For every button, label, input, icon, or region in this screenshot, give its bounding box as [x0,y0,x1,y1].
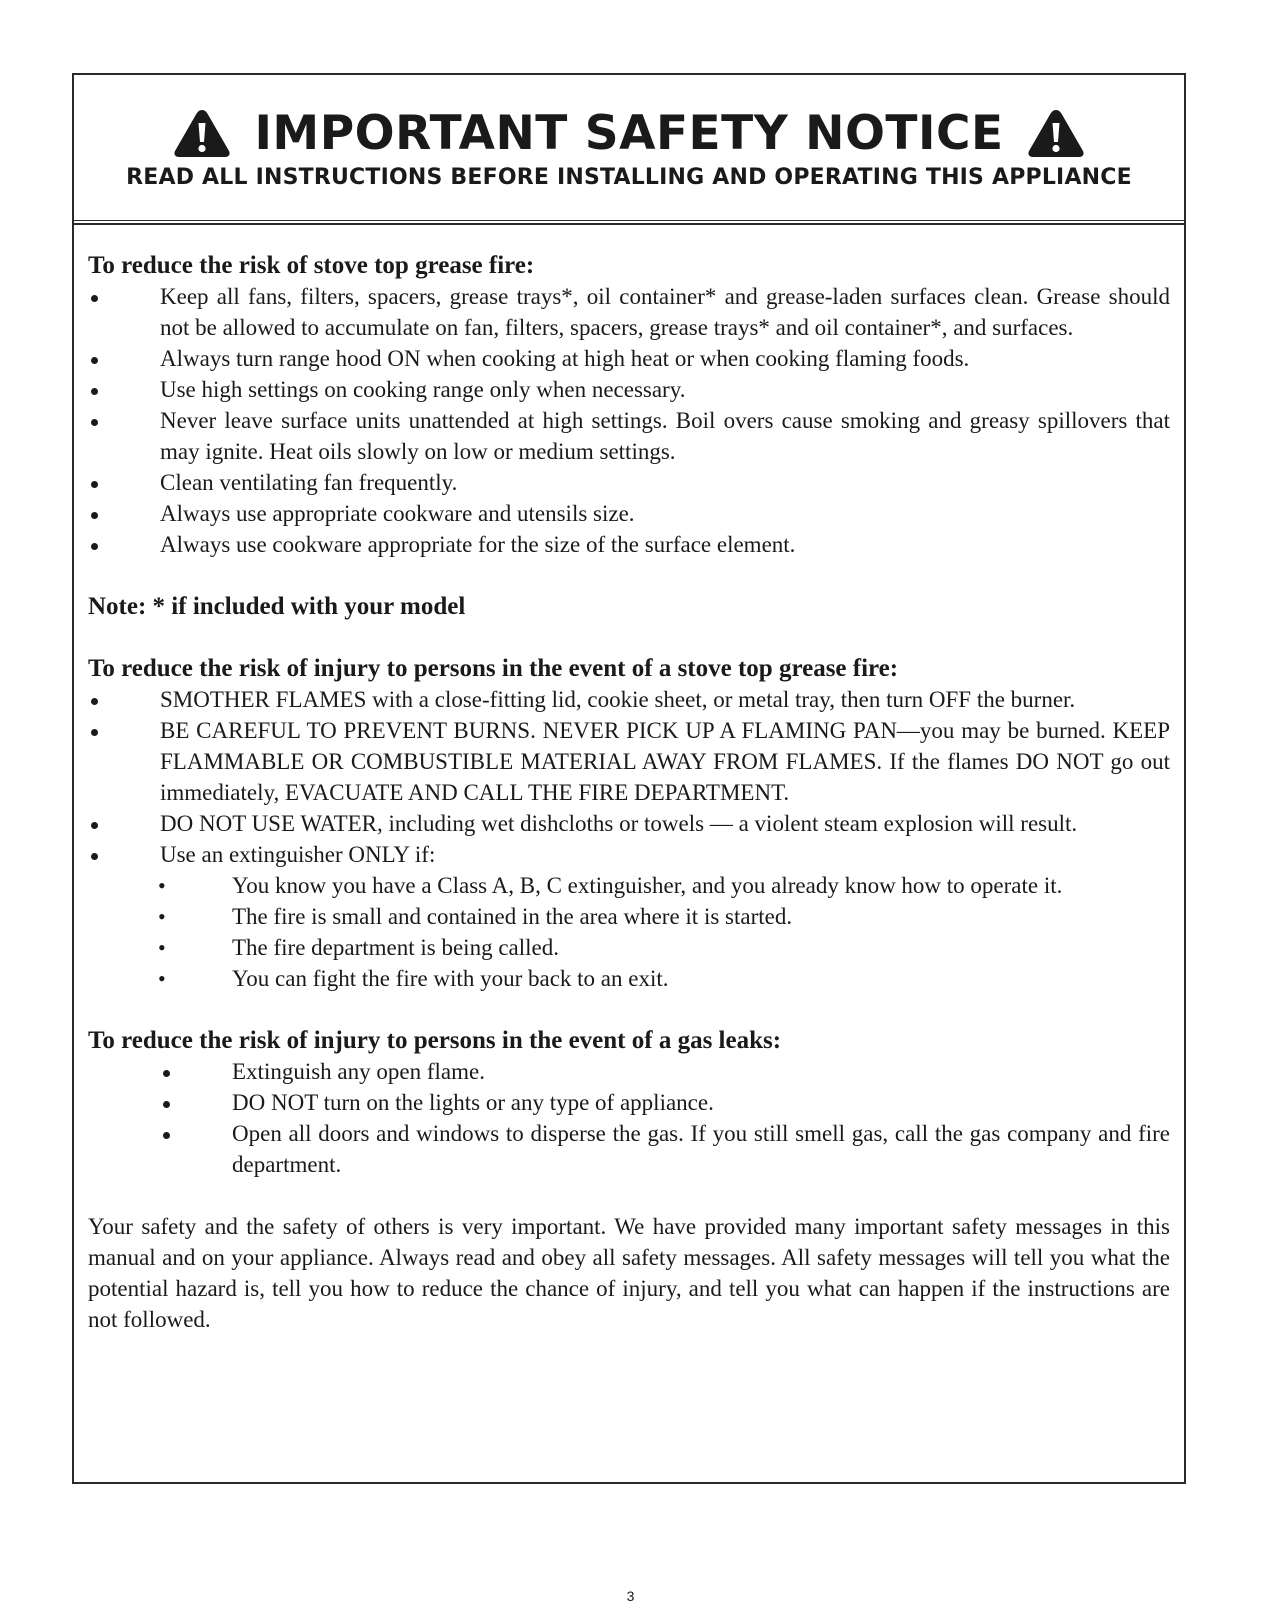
sub-list-item: • You can fight the fire with your back to an exit. [88,963,1170,994]
title-row [74,105,1184,161]
list-item: Use high settings on cooking range only when necessary. [88,374,1170,405]
notice-frame [72,73,1186,1484]
list-item: Open all doors and windows to disperse the gas. If you still smell gas, call the gas company and fire department. [88,1118,1170,1180]
list-item: SMOTHER FLAMES with a close-fitting lid, cookie sheet, or metal tray, then turn OFF the burner. [88,684,1170,715]
sub-list-item: • The fire is small and contained in the area where it is started. [88,901,1170,932]
notice-header [74,75,1184,225]
model-note: Note: * if included with your model [88,593,466,620]
list-item: Always turn range hood ON when cooking at high heat or when cooking flaming foods. [88,343,1170,374]
list-item: DO NOT turn on the lights or any type of appliance. [88,1087,1170,1118]
list-item: Never leave surface units unattended at high settings. Boil overs cause smoking and greasy spillovers that may ignite. Heat oils slowly on low or medium settings. [88,405,1170,467]
section-heading-grease-fire: To reduce the risk of stove top grease fire: [88,252,535,279]
sub-list-item: • The fire department is being called. [88,932,1170,963]
page-number: 3 [626,1588,635,1604]
list-item: Keep all fans, filters, spacers, grease trays*, oil container* and grease-laden surfaces clean. Grease should not be allowed to accumulate on fan, filters, spacers, grease trays* and oil container*, and surfaces. [88,281,1170,343]
section-heading-gas-leak: To reduce the risk of injury to persons in the event of a gas leaks: [88,1027,782,1054]
sub-list-item: • You know you have a Class A, B, C extinguisher, and you already know how to operate it. [88,870,1170,901]
list-item: Clean ventilating fan frequently. [88,467,1170,498]
section-heading-injury-fire: To reduce the risk of injury to persons in the event of a stove top grease fire: [88,655,899,682]
notice-content [88,250,1170,1335]
page-title: IMPORTANT SAFETY NOTICE [254,105,1004,161]
list-item: Always use cookware appropriate for the size of the surface element. [88,529,1170,560]
list-item: DO NOT USE WATER, including wet dishcloths or towels — a violent steam explosion will result. [88,808,1170,839]
extinguisher-conditions-list [88,870,1170,994]
page-subtitle: READ ALL INSTRUCTIONS BEFORE INSTALLING AND OPERATING THIS APPLIANCE [126,165,1132,190]
warning-triangle-icon [172,107,232,159]
list-item: Always use appropriate cookware and utensils size. [88,498,1170,529]
warning-triangle-icon [1026,107,1086,159]
list-item: BE CAREFUL TO PREVENT BURNS. NEVER PICK UP A FLAMING PAN—you may be burned. KEEP FLAMMABLE OR COMBUSTIBLE MATERIAL AWAY FROM FLAMES. If the flames DO NOT go out immediately, EVACUATE AND CALL THE FIRE DEPARTMENT. [88,715,1170,808]
injury-fire-list [88,684,1170,870]
list-item: Extinguish any open flame. [88,1056,1170,1087]
closing-paragraph: Your safety and the safety of others is very important. We have provided many important safety messages in this manual and on your appliance. Always read and obey all safety messages. All safety messages will tell you what the potential hazard is, tell you how to reduce the chance of injury, and tell you what can happen if the instructions are not followed. [88,1214,1170,1332]
grease-fire-list [88,281,1170,560]
gas-leak-list [88,1056,1170,1180]
list-item: Use an extinguisher ONLY if: [88,839,1170,870]
